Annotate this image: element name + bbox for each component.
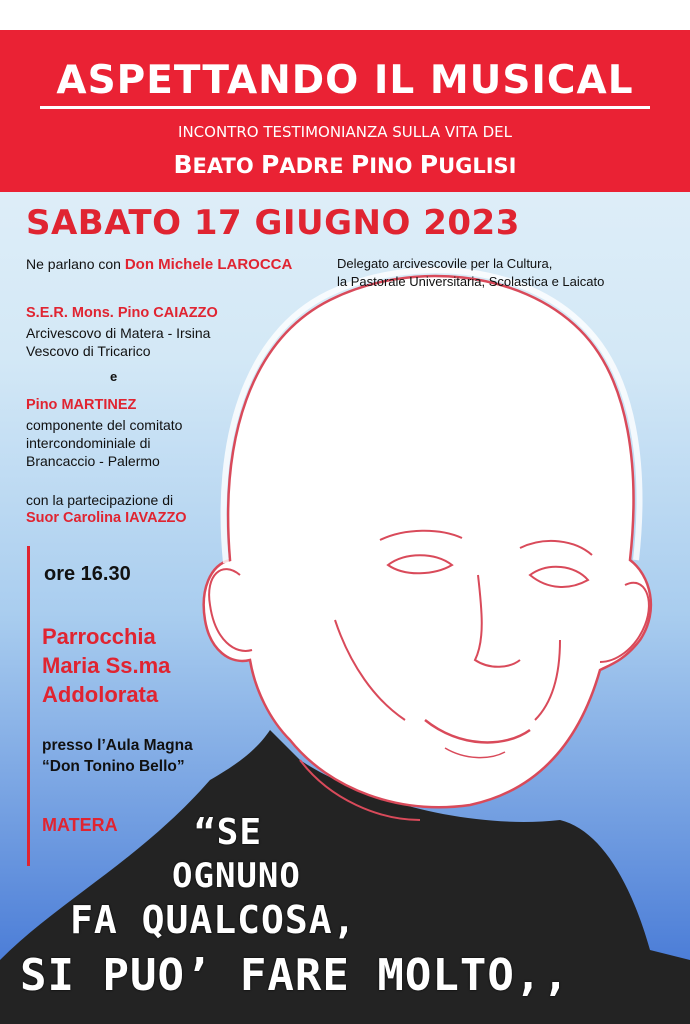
- intro-line: Ne parlano con Don Michele LAROCCA: [26, 256, 293, 273]
- venue-name: Parrocchia Maria Ss.ma Addolorata: [42, 624, 171, 707]
- caiazzo-role: Arcivescovo di Matera - Irsina Vescovo di Tricarico: [26, 325, 211, 359]
- speaker-larocca: Don Michele LAROCCA: [124, 256, 293, 273]
- event-city: MATERA: [42, 815, 118, 835]
- face-shape: [204, 276, 651, 807]
- speaker-martinez: Pino MARTINEZ: [26, 397, 137, 413]
- event-subtitle: INCONTRO TESTIMONIANZA SULLA VITA DEL: [178, 123, 512, 141]
- details-accent-bar: [27, 546, 30, 866]
- venue-room: presso l’Aula Magna “Don Tonino Bello”: [42, 737, 193, 775]
- event-date: SABATO 17 GIUGNO 2023: [26, 203, 520, 243]
- title-underline: [40, 106, 650, 109]
- larocca-role: Delegato arcivescovile per la Cultura, la Pastorale Universitaria, Scolastica e Laicato: [337, 256, 605, 289]
- event-time: ore 16.30: [44, 563, 131, 585]
- quote-line-3: FA QUALCOSA,: [70, 898, 357, 942]
- participation-label: con la partecipazione di: [26, 492, 174, 508]
- event-title: ASPETTANDO IL MUSICAL: [56, 58, 634, 103]
- quote-line-2: OGNUNO: [172, 856, 301, 896]
- conjunction: e: [110, 369, 118, 384]
- speaker-caiazzo: S.E.R. Mons. Pino CAIAZZO: [26, 305, 218, 321]
- quote-line-4: SI PUO’ FARE MOLTO,,: [20, 950, 570, 1001]
- speaker-iavazzo: Suor Carolina IAVAZZO: [26, 510, 187, 526]
- quote-line-1: “SE: [194, 812, 263, 853]
- martinez-role: componente del comitato intercondominiale di Brancaccio - Palermo: [26, 417, 183, 469]
- header-banner: [0, 30, 690, 192]
- blessed-name: BEATO PADRE PINO PUGLISI: [173, 150, 517, 179]
